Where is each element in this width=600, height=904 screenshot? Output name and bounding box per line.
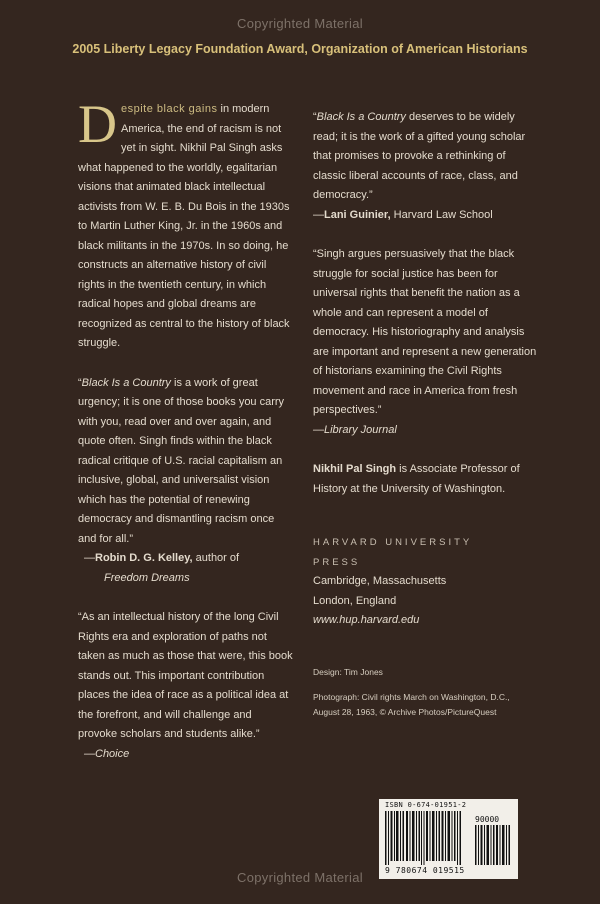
publisher-name-line1: HARVARD UNIVERSITY [313, 537, 473, 548]
quote-source: —Library Journal [313, 423, 397, 436]
quote-source: —Choice [84, 747, 130, 760]
book-title: Black Is a Country [81, 376, 171, 389]
book-title: Black Is a Country [316, 111, 406, 123]
design-credit: Design: Tim Jones [313, 666, 383, 677]
right-column [313, 108, 538, 720]
quote-kelley: “Black Is a Country is a work of great urgency; it is one of those books you carry with you, read over and over again, and quote often. Singh finds within the black radical critique of U.S. racial capitalism an inclusive, global, and universalist vision which has the potential of renewing democracy and dismantling racism once and for all.” —Robin D. G. Kelley, author of Freedom Dreams [78, 374, 293, 589]
barcode [379, 799, 518, 879]
author-name: Nikhil Pal Singh [313, 463, 397, 475]
quote-library-journal: “Singh argues persuasively that the black struggle for social justice has been for universal rights that benefit the nation as a whole and can represent a model of democracy. His historiography and analysis are important and represent a new generation of historians examining the Civil Rights movement and race in America from fresh perspectives.” —Library Journal [313, 245, 538, 440]
publisher-block [313, 533, 538, 631]
left-column [78, 94, 293, 764]
intro-lead: espite black gains [121, 103, 218, 115]
award-banner: 2005 Liberty Legacy Foundation Award, Organization of American Historians [72, 42, 528, 56]
price-addon: 90000 [475, 815, 500, 824]
quote-author: Robin D. G. Kelley, [95, 552, 193, 564]
watermark-top: Copyrighted Material [237, 16, 363, 31]
photo-credit: Photograph: Civil rights March on Washington, D.C., August 28, 1963, © Archive Photos/PictureQuest [313, 691, 510, 717]
isbn-digits: 9 780674 019515 [385, 866, 465, 875]
author-book: Freedom Dreams [104, 571, 190, 584]
quote-guinier: “Black Is a Country deserves to be widely read; it is the work of a gifted young scholar that promises to provoke a rethinking of classic liberal accounts of race, class, and democracy.” —Lani Guinier, Harvard Law School [313, 111, 526, 221]
watermark-bottom: Copyrighted Material [237, 870, 363, 885]
credits [313, 665, 538, 720]
publisher-city: Cambridge, Massachusetts [313, 575, 447, 587]
intro-text: in modern America, the end of racism is not yet in sight. Nikhil Pal Singh asks what happened to the worldly, egalitarian visions that animated black intellectual activists from W. E. B. Du Bois in the 1930s to Martin Luther King, Jr. in the 1960s and black militants in the 1970s. In so doing, he constructs an alternative history of civil rights in the twentieth century, in which radical hopes and global dreams are recognized as central to the history of black struggle. [78, 103, 290, 349]
author-bio: Nikhil Pal Singh is Associate Professor of History at the University of Washington. [313, 463, 520, 495]
quote-author: Lani Guinier, [324, 208, 391, 221]
publisher-city2: London, England [313, 594, 397, 607]
quote-choice: “As an intellectual history of the long Civil Rights era and exploration of paths not taken as much as those that were, this book stands out. This important contribution places the idea of race as a political idea at the forefront, and will challenge and provoke scholars and students alike.” —Choice [78, 608, 293, 764]
publisher-url: www.hup.harvard.edu [313, 614, 420, 626]
intro-paragraph [78, 94, 293, 354]
publisher-name-line2: PRESS [313, 556, 361, 568]
isbn-label: ISBN 0-674-01951-2 [385, 801, 467, 809]
drop-cap: D [78, 94, 117, 154]
